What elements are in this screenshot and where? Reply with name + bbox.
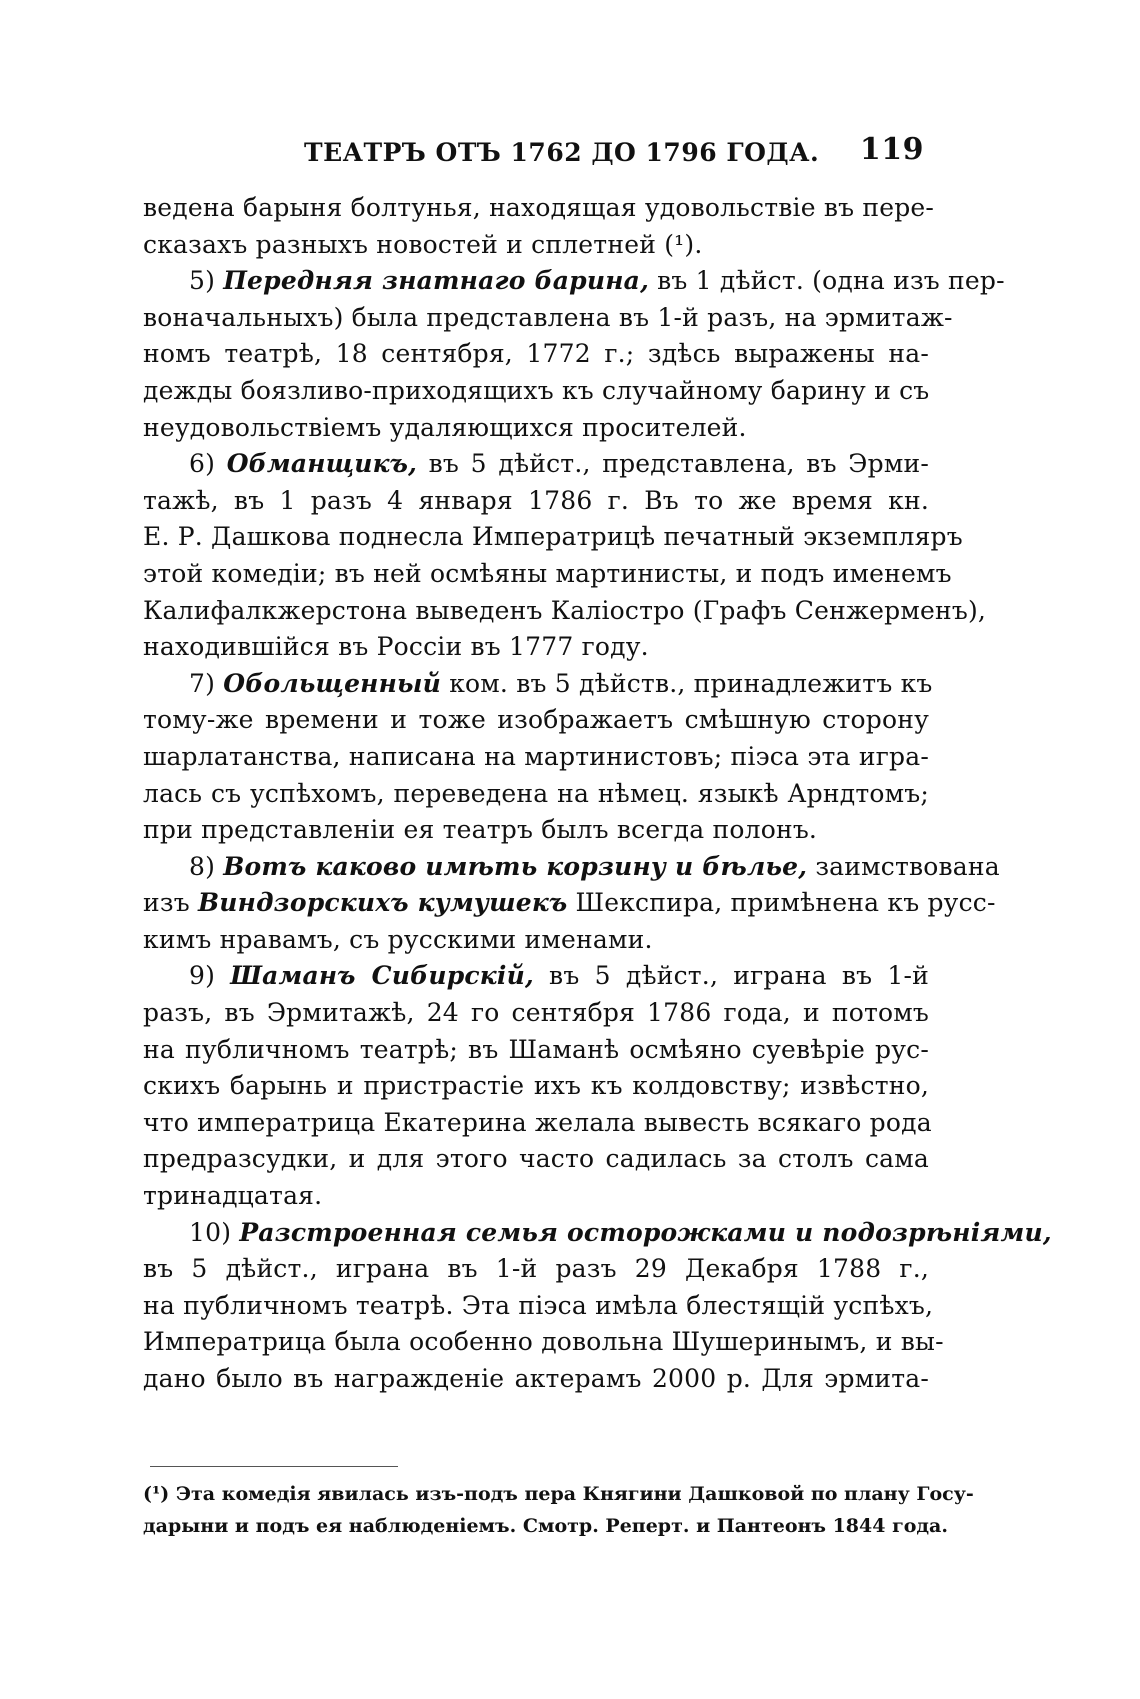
line-text: ведена барыня болтунья, находящая удовольствіе въ пере- (143, 193, 935, 222)
running-title: ТЕАТРЪ ОТЪ 1762 ДО 1796 ГОДА. (304, 138, 820, 167)
footnote (143, 1478, 974, 1542)
text-line (143, 1068, 929, 1105)
text-line (143, 812, 929, 849)
line-text: Шекспира, примѣнена къ русс- (567, 888, 996, 918)
line-text: сказахъ разныхъ новостей и сплетней (¹). (143, 229, 703, 259)
text-line (143, 1215, 1052, 1252)
line-text: что императрица Екатерина желала вывесть всякаго рода (143, 1107, 932, 1137)
text-line (143, 190, 935, 227)
line-text: Императрица была особенно довольна Шушеринымъ, и вы- (143, 1327, 944, 1357)
line-text: предразсудки, и для этого часто садилась за столъ сама (143, 1144, 929, 1174)
line-text: при представленіи ея театръ былъ всегда полонъ. (143, 815, 818, 845)
line-text: дежды боязливо-приходящихъ къ случайному барину и съ (143, 375, 930, 405)
line-text: Е. Р. Дашкова поднесла Императрицѣ печатный экземпляръ (143, 522, 963, 552)
text-line (143, 849, 1000, 886)
play-title: Передняя знатнаго барина, (223, 266, 649, 296)
line-text: на публичномъ театрѣ; въ Шаманѣ осмѣяно суевѣріе рус- (143, 1034, 929, 1064)
text-line (143, 1324, 944, 1361)
line-text: находившійся въ Россіи въ 1777 году. (143, 632, 649, 662)
play-title: Обольщенный (223, 668, 442, 698)
text-line (143, 483, 929, 520)
text-line (143, 519, 963, 556)
line-text: тринадцатая. (143, 1181, 323, 1211)
text-line (143, 702, 929, 739)
item-number: 5) (189, 266, 224, 296)
line-text: ком. въ 5 дѣйств., принадлежитъ къ (441, 668, 933, 698)
line-text: скихъ барынь и пристрастіе ихъ къ колдовству; извѣстно, (143, 1071, 929, 1101)
item-number: 9) (189, 961, 231, 991)
item-number: 7) (189, 668, 224, 698)
footnote-line: (¹) Эта комедія явилась изъ-подъ пера Княгини Дашковой по плану Госу- (143, 1483, 974, 1505)
text-line (143, 1032, 929, 1069)
play-title: Обманщикъ, (226, 449, 418, 479)
text-line (143, 373, 929, 410)
text-line (143, 739, 929, 776)
page-number: 119 (859, 132, 924, 167)
play-title: Виндзорскихъ кумушекъ (197, 888, 568, 918)
text-line (143, 556, 952, 593)
text-line (143, 263, 1005, 300)
line-text: разъ, въ Эрмитажѣ, 24 го сентября 1786 года, и потомъ (143, 998, 929, 1028)
text-line (143, 885, 996, 922)
text-line (143, 593, 987, 630)
line-text: тому-же времени и тоже изображаетъ смѣшную сторону (143, 705, 929, 735)
text-line (143, 1251, 929, 1288)
footnote-line: дарыни и подъ ея наблюденіемъ. Смотр. Реперт. и Пантеонъ 1844 года. (143, 1515, 948, 1537)
text-line (143, 776, 929, 813)
page-header (292, 132, 932, 172)
text-line (143, 227, 929, 264)
item-number: 8) (189, 851, 224, 881)
text-line (143, 446, 929, 483)
text-line (143, 922, 929, 959)
text-line (143, 1288, 934, 1325)
line-text: дано было въ награжденіе актерамъ 2000 р. Для эрмита- (143, 1364, 929, 1393)
play-title: Вотъ каково имѣть корзину и бѣлье, (223, 851, 808, 881)
text-line (143, 995, 929, 1032)
line-text: неудовольствіемъ удаляющихся просителей. (143, 412, 747, 442)
text-line (143, 410, 929, 447)
text-line (143, 1105, 932, 1142)
line-text: кимъ нравамъ, съ русскими именами. (143, 924, 653, 954)
line-text: воначальныхъ) была представлена въ 1-й разъ, на эрмитаж- (143, 302, 953, 332)
text-line (143, 666, 933, 703)
line-text: въ 1 дѣйст. (одна изъ пер- (648, 266, 1005, 296)
line-text: въ 5 дѣйст., играна въ 1-й разъ 29 Декабря 1788 г., (143, 1254, 929, 1284)
text-line (143, 958, 929, 995)
line-text: лась съ успѣхомъ, переведена на нѣмец. языкѣ Арндтомъ; (143, 778, 929, 808)
text-line (143, 1178, 929, 1215)
text-line (143, 1141, 929, 1178)
text-line (143, 1361, 929, 1398)
line-text: Калифалкжерстона выведенъ Каліостро (Графъ Сенжерменъ), (143, 595, 987, 625)
footnote-divider (150, 1466, 398, 1467)
line-text: въ 5 дѣйст., играна въ 1-й (533, 961, 929, 991)
text-line (143, 300, 953, 337)
play-title: Разстроенная семья осторожками и подозрѣніями, (239, 1217, 1052, 1247)
item-number: 6) (189, 449, 227, 479)
line-text: въ 5 дѣйст., представлена, въ Эрми- (417, 449, 929, 479)
line-text: шарлатанства, написана на мартинистовъ; піэса эта игра- (143, 741, 929, 771)
text-line (143, 336, 929, 373)
line-text: на публичномъ театрѣ. Эта піэса имѣла блестящій успѣхъ, (143, 1290, 934, 1320)
item-number: 10) (189, 1217, 240, 1247)
play-title: Шаманъ Сибирскій, (230, 961, 534, 991)
line-text: номъ театрѣ, 18 сентября, 1772 г.; здѣсь выражены на- (143, 339, 929, 369)
body-text (143, 190, 1052, 1398)
line-prefix: изъ (143, 888, 198, 918)
line-text: заимствована (807, 851, 1000, 881)
line-text: тажѣ, въ 1 разъ 4 января 1786 г. Въ то же время кн. (143, 485, 929, 515)
line-text: этой комедіи; въ ней осмѣяны мартинисты, и подъ именемъ (143, 558, 952, 588)
text-line (143, 629, 929, 666)
